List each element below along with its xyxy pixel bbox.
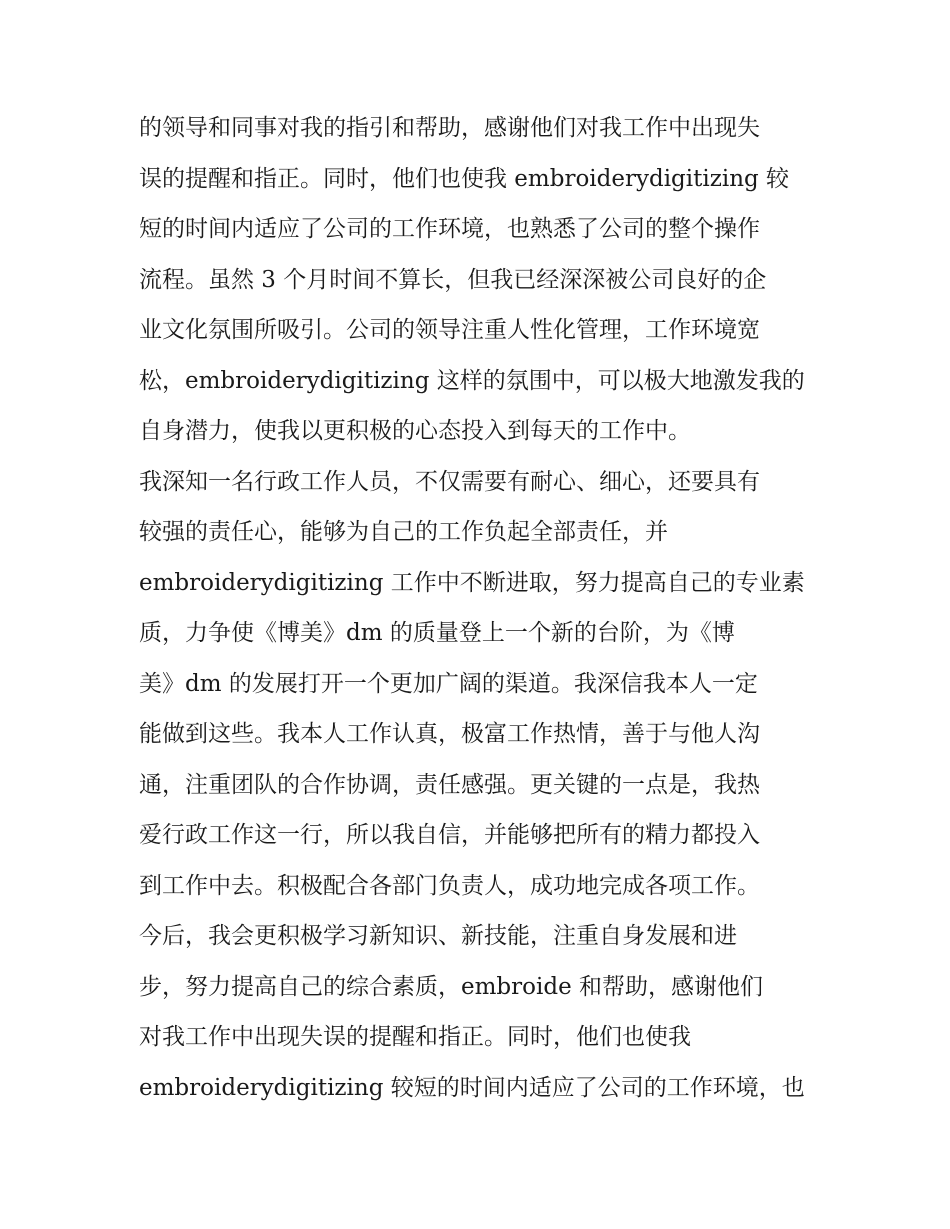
text-line: 较强的责任心，能够为自己的工作负起全部责任，并 (139, 519, 668, 545)
text-line: 到工作中去。积极配合各部门负责人，成功地完成各项工作。 (139, 872, 760, 899)
body-text (139, 103, 839, 1113)
text-line: 今后，我会更积极学习新知识、新技能，注重自身发展和进 (139, 923, 737, 949)
text-line: 对我工作中出现失误的提醒和指正。同时，他们也使我 (139, 1024, 691, 1050)
text-line: 通，注重团队的合作协调，责任感强。更关键的一点是，我热 (139, 771, 760, 798)
text-line: 我深知一名行政工作人员，不仅需要有耐心、细心，还要具有 (139, 468, 760, 495)
text-line: 的领导和同事对我的指引和帮助，感谢他们对我工作中出现失 (139, 115, 760, 141)
text-line: 业文化氛围所吸引。公司的领导注重人性化管理，工作环境宽 (139, 317, 760, 343)
text-line: 能做到这些。我本人工作认真，极富工作热情，善于与他人沟 (139, 721, 760, 747)
text-line: 误的提醒和指正。同时，他们也使我 embroiderydigitizing 较 (139, 165, 790, 192)
text-line: 自身潜力，使我以更积极的心态投入到每天的工作中。 (139, 418, 691, 444)
text-line: 爱行政工作这一行，所以我自信，并能够把所有的精力都投入 (139, 822, 760, 848)
text-line: embroiderydigitizing 较短的时间内适应了公司的工作环境，也 (139, 1074, 805, 1101)
text-line: 美》dm 的发展打开一个更加广阔的渠道。我深信我本人一定 (139, 670, 758, 697)
text-line: 步，努力提高自己的综合素质，embroide 和帮助，感谢他们 (139, 973, 763, 1000)
text-line: embroiderydigitizing 工作中不断进取，努力提高自己的专业素 (139, 569, 805, 596)
text-line: 短的时间内适应了公司的工作环境，也熟悉了公司的整个操作 (139, 216, 760, 242)
text-line: 质，力争使《博美》dm 的质量登上一个新的台阶，为《博 (139, 620, 735, 646)
text-line: 流程。虽然 3 个月时间不算长，但我已经深深被公司良好的企 (139, 266, 767, 293)
text-line: 松，embroiderydigitizing 这样的氛围中，可以极大地激发我的 (139, 367, 805, 394)
